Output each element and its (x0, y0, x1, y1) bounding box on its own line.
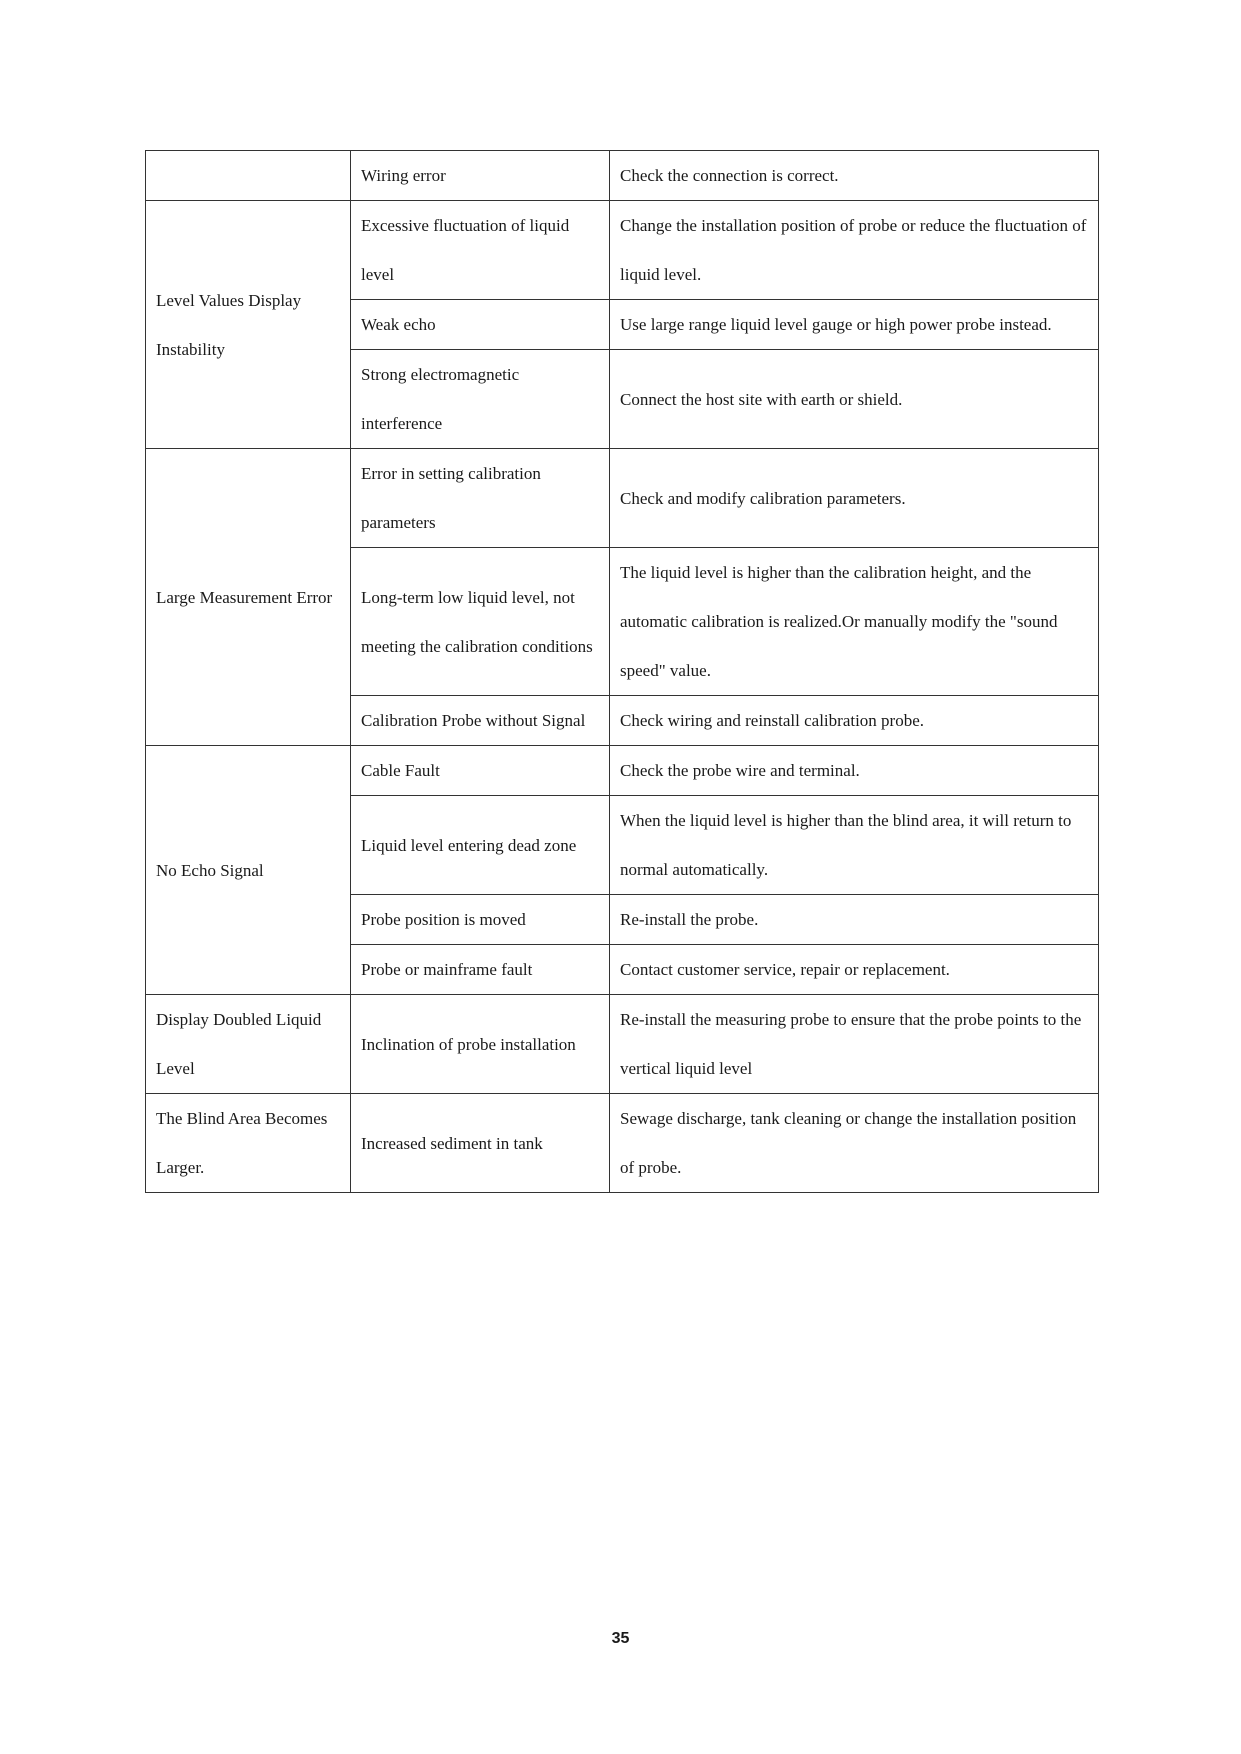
cause-cell: Wiring error (351, 151, 610, 201)
page-number: 35 (611, 1630, 630, 1647)
remedy-cell: Check the connection is correct. (610, 151, 1099, 201)
remedy-cell: Re-install the probe. (610, 895, 1099, 945)
cause-cell: Excessive fluctuation of liquid level (351, 201, 610, 300)
cause-cell: Strong electromagnetic interference (351, 350, 610, 449)
cause-cell: Error in setting calibration parameters (351, 449, 610, 548)
table-row (146, 201, 1099, 300)
table-row (146, 151, 1099, 201)
cause-cell: Inclination of probe installation (351, 995, 610, 1094)
table-row (146, 449, 1099, 548)
table-row (146, 746, 1099, 796)
remedy-cell: The liquid level is higher than the calibration height, and the automatic calibration is realized.Or manually modify the "sound speed" value. (610, 548, 1099, 696)
cause-cell: Liquid level entering dead zone (351, 796, 610, 895)
remedy-cell: Check the probe wire and terminal. (610, 746, 1099, 796)
remedy-cell: Contact customer service, repair or replacement. (610, 945, 1099, 995)
fault-cell: No Echo Signal (146, 746, 351, 995)
fault-cell: Display Doubled Liquid Level (146, 995, 351, 1094)
cause-cell: Probe or mainframe fault (351, 945, 610, 995)
fault-cell (146, 151, 351, 201)
fault-cell: Level Values Display Instability (146, 201, 351, 449)
remedy-cell: Connect the host site with earth or shield. (610, 350, 1099, 449)
remedy-cell: Sewage discharge, tank cleaning or change the installation position of probe. (610, 1094, 1099, 1193)
fault-cell: Large Measurement Error (146, 449, 351, 746)
troubleshooting-table (145, 150, 1099, 1193)
remedy-cell: Check and modify calibration parameters. (610, 449, 1099, 548)
cause-cell: Cable Fault (351, 746, 610, 796)
remedy-cell: Re-install the measuring probe to ensure that the probe points to the vertical liquid level (610, 995, 1099, 1094)
remedy-cell: Change the installation position of probe or reduce the fluctuation of liquid level. (610, 201, 1099, 300)
cause-cell: Weak echo (351, 300, 610, 350)
remedy-cell: Use large range liquid level gauge or high power probe instead. (610, 300, 1099, 350)
remedy-cell: Check wiring and reinstall calibration probe. (610, 696, 1099, 746)
cause-cell: Probe position is moved (351, 895, 610, 945)
table-row (146, 1094, 1099, 1193)
cause-cell: Increased sediment in tank (351, 1094, 610, 1193)
cause-cell: Long-term low liquid level, not meeting the calibration conditions (351, 548, 610, 696)
cause-cell: Calibration Probe without Signal (351, 696, 610, 746)
table-row (146, 995, 1099, 1094)
remedy-cell: When the liquid level is higher than the blind area, it will return to normal automatically. (610, 796, 1099, 895)
fault-cell: The Blind Area Becomes Larger. (146, 1094, 351, 1193)
